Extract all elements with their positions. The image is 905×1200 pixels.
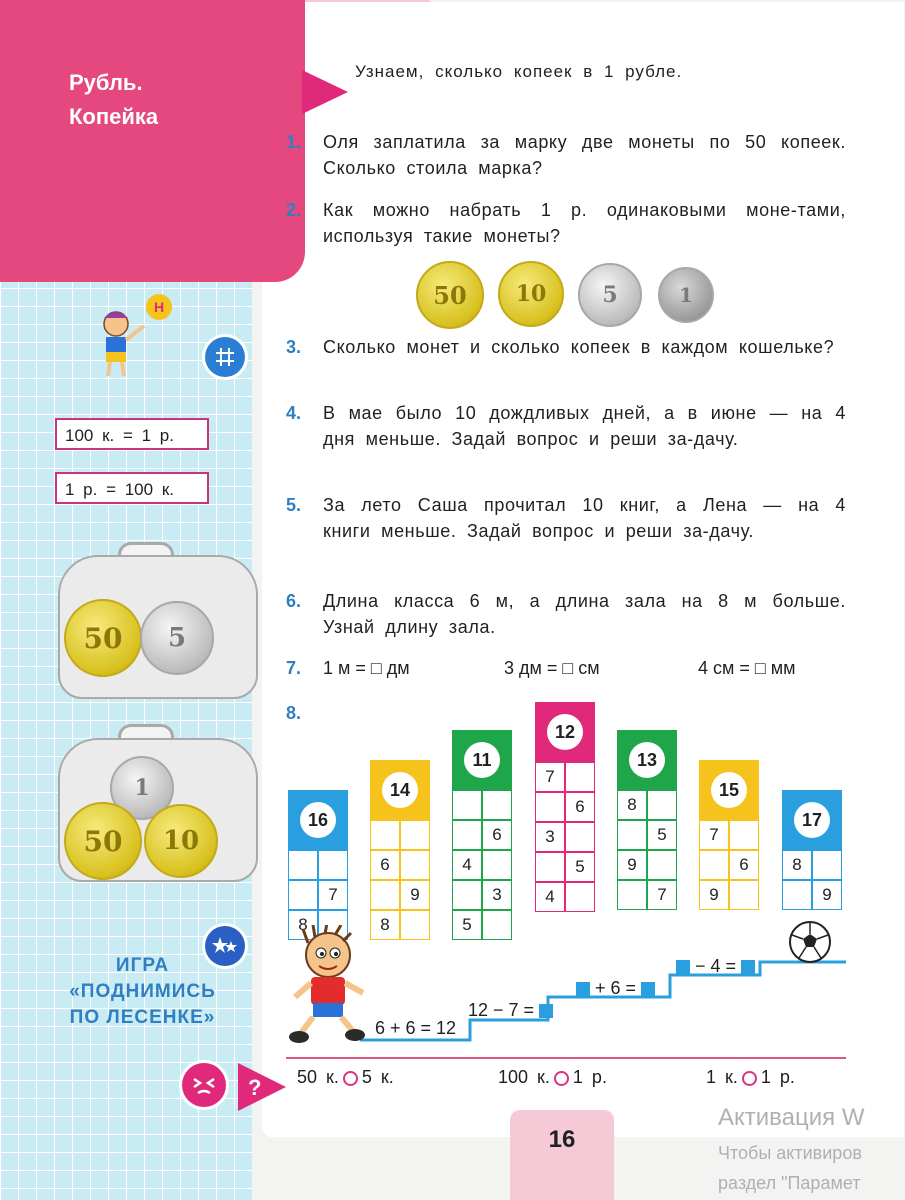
tower-cell: 7 <box>699 820 729 850</box>
boy-character-icon <box>283 925 373 1045</box>
compare-2 <box>498 1067 607 1088</box>
stair-step-3 <box>576 978 655 999</box>
task-text: Длина класса 6 м, а длина зала на 8 м больше. Узнай длину зала. <box>323 591 846 637</box>
tower-cell: 3 <box>535 822 565 852</box>
puzzle-face-icon <box>182 1063 226 1107</box>
task-number: 5. <box>286 495 302 515</box>
compare-left: 100 к. <box>498 1067 550 1087</box>
task-number: 3. <box>286 337 302 357</box>
soccer-ball-icon <box>788 920 832 964</box>
coin-50-icon <box>64 802 142 880</box>
task-number: 4. <box>286 403 302 423</box>
task-text: В мае было 10 дождливых дней, а в июне — на 4 дня меньше. Задай вопрос и реши за-дачу. <box>323 403 846 449</box>
stair-expression: 12 − 7 = <box>468 1000 535 1020</box>
tower-target-number: 15 <box>711 772 747 808</box>
task-number: 7. <box>286 658 302 678</box>
compare-left: 1 к. <box>706 1067 738 1087</box>
compare-3 <box>706 1067 795 1088</box>
tower-cell: 8 <box>288 910 318 940</box>
coin-5-icon <box>140 601 214 675</box>
conversion-cm-mm: 4 см = □ мм <box>698 658 796 678</box>
tower-cell: 6 <box>565 792 595 822</box>
tower-cell: 8 <box>782 850 812 880</box>
watermark-line2: Чтобы активиров <box>718 1143 862 1163</box>
stair-expression: − 4 = <box>695 956 737 976</box>
task-number: 1. <box>286 132 302 152</box>
tower-target-number: 17 <box>794 802 830 838</box>
game-title <box>55 953 230 1031</box>
blank-square-icon <box>539 1004 553 1018</box>
tower-target-number: 14 <box>382 772 418 808</box>
coin-value: 1 <box>134 775 150 801</box>
task-number: 6. <box>286 591 302 611</box>
tower-cell: 4 <box>452 850 482 880</box>
tower-cell: 9 <box>617 850 647 880</box>
game-title-line1: ИГРА <box>115 955 170 976</box>
page-number: 16 <box>510 1110 614 1200</box>
tower-cell: 3 <box>482 880 512 910</box>
stair-step-4 <box>676 956 755 977</box>
tower-cell: 7 <box>535 762 565 792</box>
coin-value: 10 <box>162 826 200 856</box>
game-title-line3: ПО ЛЕСЕНКЕ» <box>69 1007 216 1028</box>
conversion-dm-cm: 3 дм = □ см <box>504 658 600 678</box>
grid-icon <box>205 337 245 377</box>
tower-cell: 9 <box>400 880 430 910</box>
watermark-line1: Активация W <box>718 1104 865 1131</box>
tower-cell: 5 <box>647 820 677 850</box>
tower-cell: 7 <box>318 880 348 910</box>
stair-expression: + 6 = <box>595 978 637 998</box>
tower-cell: 8 <box>617 790 647 820</box>
stair-step-2 <box>468 1000 553 1021</box>
tower-cell: 6 <box>482 820 512 850</box>
tower-cell: 6 <box>729 850 759 880</box>
unit-rule-kop-to-rub: 100 к. = 1 р. <box>55 418 209 450</box>
tower-cell: 9 <box>812 880 842 910</box>
question-arrow-icon <box>238 1063 286 1111</box>
compare-right: 1 р. <box>572 1067 607 1087</box>
coin-value: 5 <box>602 282 618 308</box>
badge-n-icon: Н <box>146 294 172 320</box>
task-text: Оля заплатила за марку две монеты по 50 копеек. Сколько стоила марка? <box>323 132 846 178</box>
purse-2 <box>58 738 258 882</box>
task-number: 2. <box>286 200 302 220</box>
task-text: Сколько монет и сколько копеек в каждом кошельке? <box>323 337 835 357</box>
compare-1 <box>297 1067 394 1088</box>
bottom-divider <box>286 1057 846 1059</box>
tower-cell: 8 <box>370 910 400 940</box>
compare-right: 5 к. <box>361 1067 394 1087</box>
tower-cell: 6 <box>370 850 400 880</box>
game-title-line2: «ПОДНИМИСЬ <box>69 981 216 1002</box>
compare-right: 1 р. <box>760 1067 795 1087</box>
compare-circle-icon <box>742 1071 757 1086</box>
tower-target-number: 12 <box>547 714 583 750</box>
svg-text:?: ? <box>248 1075 262 1100</box>
coin-value: 50 <box>83 824 123 858</box>
blank-square-icon <box>676 960 690 974</box>
lesson-title-line1: Рубль. <box>69 70 143 95</box>
tower-cell: 7 <box>647 880 677 910</box>
blank-square-icon <box>576 982 590 996</box>
task-number: 8. <box>286 703 302 723</box>
coin-value: 50 <box>433 280 467 310</box>
compare-circle-icon <box>343 1071 358 1086</box>
coin-10-icon <box>144 804 218 878</box>
task-text: Как можно набрать 1 р. одинаковыми моне-тами, используя такие монеты? <box>323 200 846 246</box>
intro-text: Узнаем, сколько копеек в 1 рубле. <box>355 62 683 81</box>
conversion-m-dm: 1 м = □ дм <box>323 658 410 678</box>
coin-value: 10 <box>515 281 547 307</box>
coin-value: 50 <box>83 621 123 655</box>
compare-left: 50 к. <box>297 1067 339 1087</box>
tower-cell: 5 <box>452 910 482 940</box>
task-text: За лето Саша прочитал 10 книг, а Лена — на 4 книги меньше. Задай вопрос и реши за-дачу. <box>323 495 846 541</box>
lesson-title-line2: Копейка <box>69 104 159 129</box>
coin-value: 1 <box>679 283 693 307</box>
watermark-line3: раздел "Парамет <box>718 1173 861 1193</box>
purse-1 <box>58 555 258 699</box>
tower-target-number: 11 <box>464 742 500 778</box>
stair-step-1: 6 + 6 = 12 <box>375 1018 457 1038</box>
coin-value: 5 <box>167 623 187 653</box>
blank-square-icon <box>641 982 655 996</box>
tower-cell: 9 <box>699 880 729 910</box>
blank-square-icon <box>741 960 755 974</box>
unit-rule-rub-to-kop: 1 р. = 100 к. <box>55 472 209 504</box>
coin-50-icon <box>64 599 142 677</box>
compare-circle-icon <box>554 1071 569 1086</box>
tower-target-number: 13 <box>629 742 665 778</box>
tower-cell: 5 <box>565 852 595 882</box>
tower-cell: 4 <box>535 882 565 912</box>
tower-target-number: 16 <box>300 802 336 838</box>
